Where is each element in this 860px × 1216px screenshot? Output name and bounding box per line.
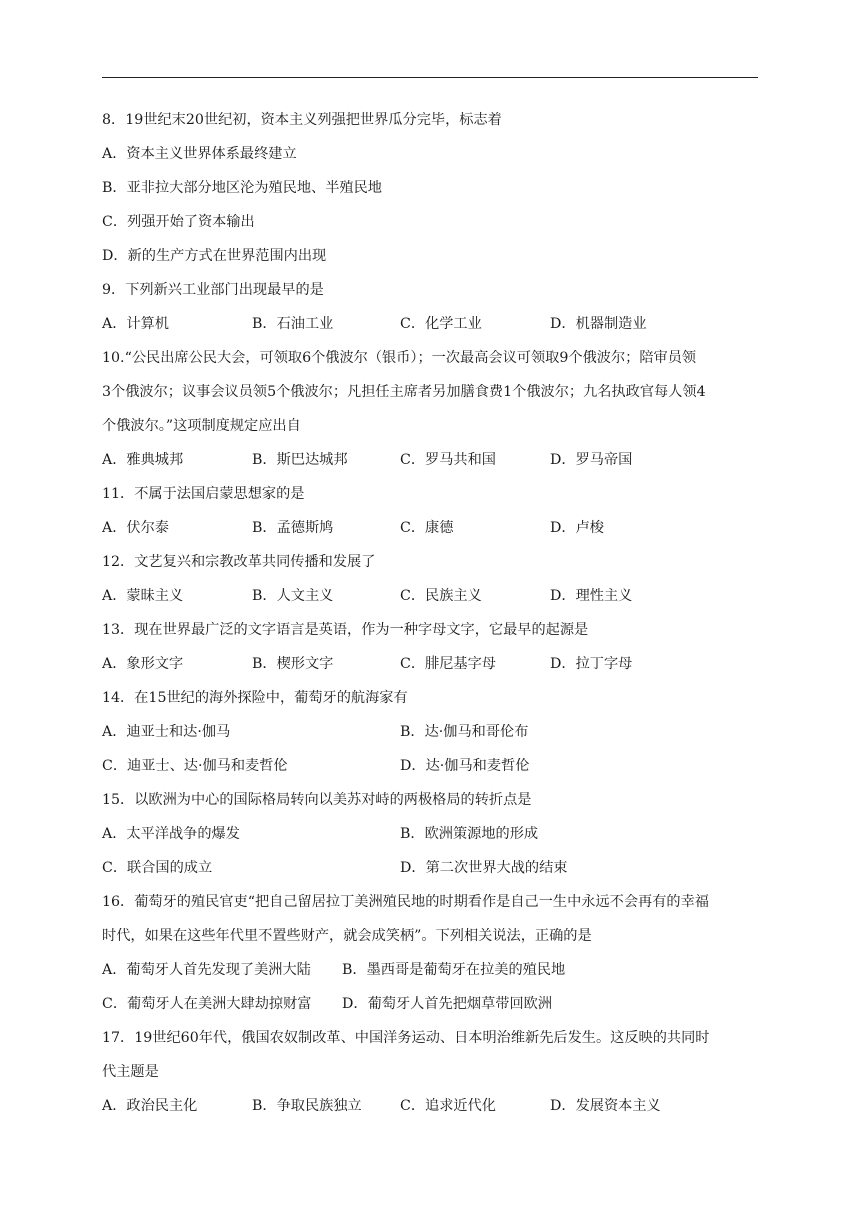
answer-option: A．蒙昧主义: [102, 588, 184, 604]
options-row: [102, 448, 762, 482]
answer-option: B．人文主义: [252, 588, 334, 604]
answer-option: C．化学工业: [400, 316, 482, 332]
answer-option: C．罗马共和国: [400, 452, 496, 468]
question-stem: 16．葡萄牙的殖民官吏“把自己留居拉丁美洲殖民地的时期看作是自己一生中永远不会再有的幸福: [102, 894, 709, 910]
question-stem: 9．下列新兴工业部门出现最早的是: [102, 282, 324, 298]
answer-option: D．卢梭: [550, 520, 604, 536]
question-stem: 3个俄波尔；议事会议员领5个俄波尔；凡担任主席者另加膳食费1个俄波尔；九名执政官每人领4: [102, 384, 706, 400]
answer-option: D．罗马帝国: [550, 452, 633, 468]
answer-option: A．迪亚士和达·伽马: [102, 724, 231, 740]
answer-option: C．列强开始了资本输出: [102, 214, 255, 230]
answer-option: C．腓尼基字母: [400, 656, 496, 672]
answer-option: D．理性主义: [550, 588, 633, 604]
question-stem: 10.“公民出席公民大会，可领取6个俄波尔（银币）；一次最高会议可领取9个俄波尔；陪审员领: [102, 350, 697, 366]
answer-option: B．亚非拉大部分地区沦为殖民地、半殖民地: [102, 180, 382, 196]
answer-option: C．葡萄牙人在美洲大肆劫掠财富: [102, 996, 312, 1012]
answer-option: B．墨西哥是葡萄牙在拉美的殖民地: [342, 962, 566, 978]
options-row: [102, 754, 762, 788]
answer-option: A．资本主义世界体系最终建立: [102, 146, 297, 162]
options-row: [102, 652, 762, 686]
answer-option: A．伏尔泰: [102, 520, 169, 536]
question-stem: 13．现在世界最广泛的文字语言是英语，作为一种字母文字，它最早的起源是: [102, 622, 589, 638]
answer-option: C．联合国的成立: [102, 860, 213, 876]
question-stem: 代主题是: [102, 1064, 159, 1080]
options-row: [102, 958, 762, 992]
answer-option: D．发展资本主义: [550, 1098, 661, 1114]
answer-option: B．争取民族独立: [252, 1098, 362, 1114]
answer-option: C．康德: [400, 520, 454, 536]
options-row: [102, 312, 762, 346]
answer-option: A．葡萄牙人首先发现了美洲大陆: [102, 962, 311, 978]
answer-option: A．太平洋战争的爆发: [102, 826, 240, 842]
question-stem: 个俄波尔。”这项制度规定应出自: [102, 418, 301, 434]
answer-option: C．迪亚士、达·伽马和麦哲伦: [102, 758, 288, 774]
options-row: [102, 856, 762, 890]
answer-option: D．葡萄牙人首先把烟草带回欧洲: [342, 996, 553, 1012]
answer-option: B．达·伽马和哥伦布: [400, 724, 529, 740]
answer-option: A．政治民主化: [102, 1098, 198, 1114]
answer-option: A．象形文字: [102, 656, 184, 672]
options-row: [102, 822, 762, 856]
answer-option: A．计算机: [102, 316, 169, 332]
answer-option: D．拉丁字母: [550, 656, 633, 672]
question-stem: 17．19世纪60年代，俄国农奴制改革、中国洋务运动、日本明治维新先后发生。这反映的共同时: [102, 1030, 710, 1046]
answer-option: D．第二次世界大战的结束: [400, 860, 568, 876]
answer-option: D．新的生产方式在世界范围内出现: [102, 248, 327, 264]
question-stem: 时代，如果在这些年代里不置些财产，就会成笑柄”。下列相关说法，正确的是: [102, 928, 592, 944]
answer-option: A．雅典城邦: [102, 452, 184, 468]
answer-option: C．追求近代化: [400, 1098, 496, 1114]
answer-option: D．达·伽马和麦哲伦: [400, 758, 530, 774]
answer-option: B．楔形文字: [252, 656, 334, 672]
answer-option: D．机器制造业: [550, 316, 647, 332]
question-stem: 11．不属于法国启蒙思想家的是: [102, 486, 305, 502]
header-rule: [102, 77, 758, 78]
question-stem: 14．在15世纪的海外探险中，葡萄牙的航海家有: [102, 690, 408, 706]
answer-option: B．欧洲策源地的形成: [400, 826, 539, 842]
options-row: [102, 584, 762, 618]
answer-option: B．石油工业: [252, 316, 334, 332]
answer-option: C．民族主义: [400, 588, 482, 604]
options-row: [102, 1094, 762, 1128]
options-row: [102, 516, 762, 550]
question-stem: 12．文艺复兴和宗教改革共同传播和发展了: [102, 554, 376, 570]
options-row: [102, 720, 762, 754]
options-row: [102, 992, 762, 1026]
question-stem: 8．19世纪末20世纪初，资本主义列强把世界瓜分完毕，标志着: [102, 112, 502, 128]
question-stem: 15．以欧洲为中心的国际格局转向以美苏对峙的两极格局的转折点是: [102, 792, 532, 808]
answer-option: B．斯巴达城邦: [252, 452, 348, 468]
answer-option: B．孟德斯鸠: [252, 520, 334, 536]
question-list: [102, 108, 762, 1128]
